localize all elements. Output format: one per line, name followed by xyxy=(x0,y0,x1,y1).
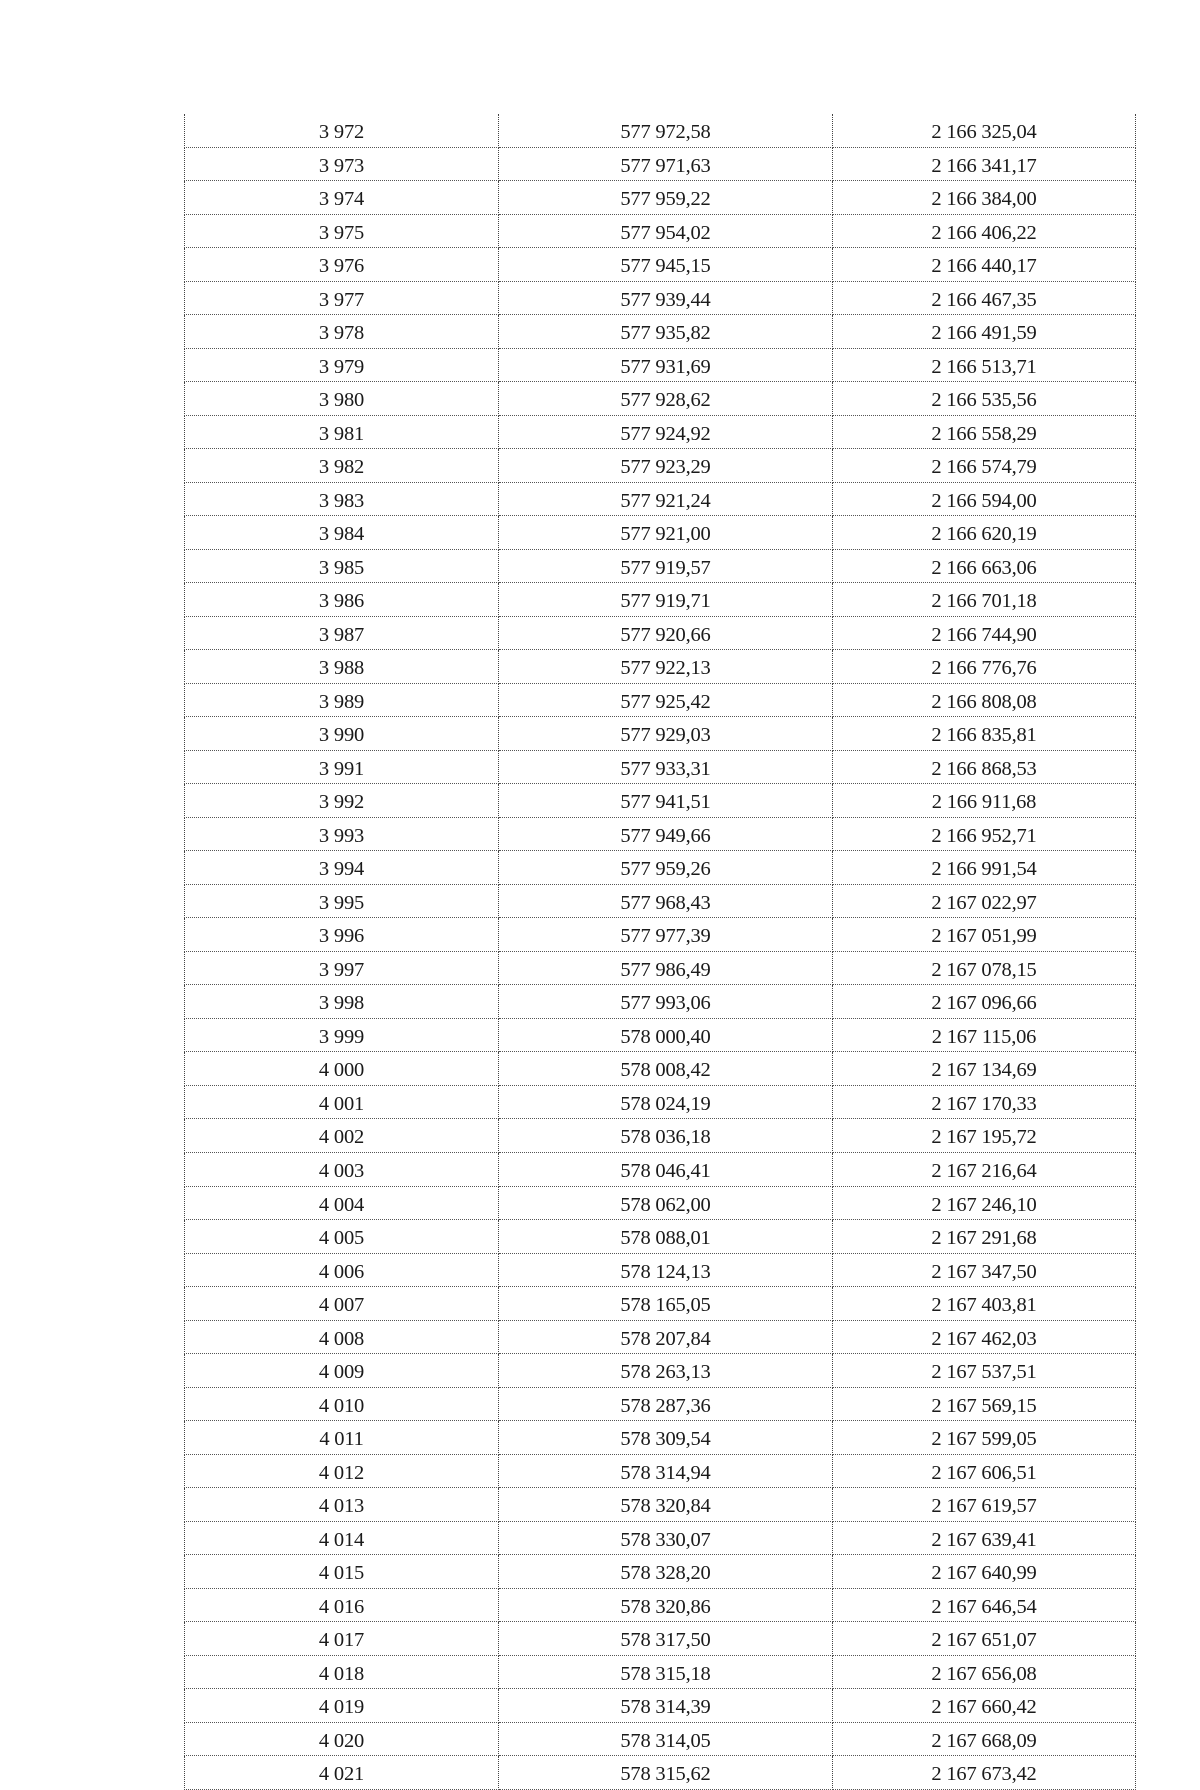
y-coordinate-cell: 2 167 078,15 xyxy=(833,951,1136,985)
point-number-cell: 4 002 xyxy=(185,1119,499,1153)
coordinates-table-body xyxy=(185,114,1136,1789)
table-row xyxy=(185,1756,1136,1790)
x-coordinate-cell: 578 320,84 xyxy=(499,1488,833,1522)
x-coordinate-cell: 577 935,82 xyxy=(499,315,833,349)
y-coordinate-cell: 2 167 347,50 xyxy=(833,1253,1136,1287)
x-coordinate-cell: 577 921,24 xyxy=(499,482,833,516)
point-number-cell: 3 981 xyxy=(185,415,499,449)
table-row xyxy=(185,549,1136,583)
point-number-cell: 4 018 xyxy=(185,1655,499,1689)
y-coordinate-cell: 2 166 491,59 xyxy=(833,315,1136,349)
y-coordinate-cell: 2 167 170,33 xyxy=(833,1085,1136,1119)
point-number-cell: 4 003 xyxy=(185,1152,499,1186)
x-coordinate-cell: 578 062,00 xyxy=(499,1186,833,1220)
table-row xyxy=(185,147,1136,181)
table-row xyxy=(185,784,1136,818)
point-number-cell: 3 997 xyxy=(185,951,499,985)
x-coordinate-cell: 577 971,63 xyxy=(499,147,833,181)
x-coordinate-cell: 577 929,03 xyxy=(499,717,833,751)
point-number-cell: 3 972 xyxy=(185,114,499,147)
x-coordinate-cell: 577 986,49 xyxy=(499,951,833,985)
x-coordinate-cell: 578 008,42 xyxy=(499,1052,833,1086)
table-row xyxy=(185,918,1136,952)
x-coordinate-cell: 578 207,84 xyxy=(499,1320,833,1354)
point-number-cell: 3 996 xyxy=(185,918,499,952)
y-coordinate-cell: 2 167 660,42 xyxy=(833,1689,1136,1723)
point-number-cell: 4 016 xyxy=(185,1588,499,1622)
y-coordinate-cell: 2 166 808,08 xyxy=(833,683,1136,717)
x-coordinate-cell: 577 968,43 xyxy=(499,884,833,918)
y-coordinate-cell: 2 167 639,41 xyxy=(833,1521,1136,1555)
point-number-cell: 3 989 xyxy=(185,683,499,717)
table-row xyxy=(185,1085,1136,1119)
table-row xyxy=(185,1454,1136,1488)
point-number-cell: 3 993 xyxy=(185,817,499,851)
point-number-cell: 3 983 xyxy=(185,482,499,516)
x-coordinate-cell: 577 922,13 xyxy=(499,650,833,684)
x-coordinate-cell: 577 933,31 xyxy=(499,750,833,784)
point-number-cell: 3 999 xyxy=(185,1018,499,1052)
y-coordinate-cell: 2 166 620,19 xyxy=(833,516,1136,550)
y-coordinate-cell: 2 166 513,71 xyxy=(833,348,1136,382)
point-number-cell: 4 019 xyxy=(185,1689,499,1723)
y-coordinate-cell: 2 167 599,05 xyxy=(833,1421,1136,1455)
x-coordinate-cell: 578 314,39 xyxy=(499,1689,833,1723)
point-number-cell: 4 017 xyxy=(185,1622,499,1656)
y-coordinate-cell: 2 166 776,76 xyxy=(833,650,1136,684)
point-number-cell: 3 974 xyxy=(185,181,499,215)
x-coordinate-cell: 577 954,02 xyxy=(499,214,833,248)
y-coordinate-cell: 2 167 246,10 xyxy=(833,1186,1136,1220)
point-number-cell: 4 008 xyxy=(185,1320,499,1354)
x-coordinate-cell: 577 919,71 xyxy=(499,583,833,617)
point-number-cell: 3 988 xyxy=(185,650,499,684)
y-coordinate-cell: 2 166 574,79 xyxy=(833,449,1136,483)
point-number-cell: 3 990 xyxy=(185,717,499,751)
point-number-cell: 4 011 xyxy=(185,1421,499,1455)
x-coordinate-cell: 578 088,01 xyxy=(499,1220,833,1254)
table-row xyxy=(185,1119,1136,1153)
point-number-cell: 3 973 xyxy=(185,147,499,181)
x-coordinate-cell: 577 945,15 xyxy=(499,248,833,282)
y-coordinate-cell: 2 167 134,69 xyxy=(833,1052,1136,1086)
point-number-cell: 4 006 xyxy=(185,1253,499,1287)
point-number-cell: 4 020 xyxy=(185,1722,499,1756)
y-coordinate-cell: 2 166 663,06 xyxy=(833,549,1136,583)
y-coordinate-cell: 2 166 406,22 xyxy=(833,214,1136,248)
y-coordinate-cell: 2 166 594,00 xyxy=(833,482,1136,516)
point-number-cell: 3 992 xyxy=(185,784,499,818)
x-coordinate-cell: 578 309,54 xyxy=(499,1421,833,1455)
table-row xyxy=(185,415,1136,449)
point-number-cell: 4 000 xyxy=(185,1052,499,1086)
table-row xyxy=(185,817,1136,851)
x-coordinate-cell: 578 046,41 xyxy=(499,1152,833,1186)
y-coordinate-cell: 2 166 325,04 xyxy=(833,114,1136,147)
point-number-cell: 3 975 xyxy=(185,214,499,248)
x-coordinate-cell: 577 919,57 xyxy=(499,549,833,583)
point-number-cell: 4 007 xyxy=(185,1287,499,1321)
point-number-cell: 3 985 xyxy=(185,549,499,583)
y-coordinate-cell: 2 167 216,64 xyxy=(833,1152,1136,1186)
y-coordinate-cell: 2 166 341,17 xyxy=(833,147,1136,181)
y-coordinate-cell: 2 167 291,68 xyxy=(833,1220,1136,1254)
table-row xyxy=(185,114,1136,147)
point-number-cell: 3 979 xyxy=(185,348,499,382)
y-coordinate-cell: 2 166 868,53 xyxy=(833,750,1136,784)
table-row xyxy=(185,1220,1136,1254)
y-coordinate-cell: 2 167 640,99 xyxy=(833,1555,1136,1589)
table-row xyxy=(185,348,1136,382)
y-coordinate-cell: 2 167 656,08 xyxy=(833,1655,1136,1689)
point-number-cell: 3 986 xyxy=(185,583,499,617)
table-row xyxy=(185,616,1136,650)
point-number-cell: 4 001 xyxy=(185,1085,499,1119)
point-number-cell: 3 976 xyxy=(185,248,499,282)
table-row xyxy=(185,1186,1136,1220)
table-row xyxy=(185,1722,1136,1756)
y-coordinate-cell: 2 166 701,18 xyxy=(833,583,1136,617)
x-coordinate-cell: 577 920,66 xyxy=(499,616,833,650)
table-row xyxy=(185,315,1136,349)
table-row xyxy=(185,214,1136,248)
table-row xyxy=(185,1354,1136,1388)
point-number-cell: 3 984 xyxy=(185,516,499,550)
point-number-cell: 4 021 xyxy=(185,1756,499,1790)
y-coordinate-cell: 2 166 467,35 xyxy=(833,281,1136,315)
table-row xyxy=(185,281,1136,315)
x-coordinate-cell: 577 993,06 xyxy=(499,985,833,1019)
x-coordinate-cell: 577 939,44 xyxy=(499,281,833,315)
table-row xyxy=(185,985,1136,1019)
y-coordinate-cell: 2 167 115,06 xyxy=(833,1018,1136,1052)
point-number-cell: 4 009 xyxy=(185,1354,499,1388)
y-coordinate-cell: 2 166 991,54 xyxy=(833,851,1136,885)
point-number-cell: 4 013 xyxy=(185,1488,499,1522)
y-coordinate-cell: 2 166 558,29 xyxy=(833,415,1136,449)
x-coordinate-cell: 577 924,92 xyxy=(499,415,833,449)
y-coordinate-cell: 2 167 462,03 xyxy=(833,1320,1136,1354)
table-row xyxy=(185,583,1136,617)
table-row xyxy=(185,884,1136,918)
table-row xyxy=(185,1052,1136,1086)
x-coordinate-cell: 577 923,29 xyxy=(499,449,833,483)
y-coordinate-cell: 2 167 668,09 xyxy=(833,1722,1136,1756)
x-coordinate-cell: 577 959,22 xyxy=(499,181,833,215)
x-coordinate-cell: 578 024,19 xyxy=(499,1085,833,1119)
table-row xyxy=(185,650,1136,684)
y-coordinate-cell: 2 167 569,15 xyxy=(833,1387,1136,1421)
y-coordinate-cell: 2 167 646,54 xyxy=(833,1588,1136,1622)
point-number-cell: 3 978 xyxy=(185,315,499,349)
table-row xyxy=(185,181,1136,215)
table-row xyxy=(185,717,1136,751)
point-number-cell: 3 991 xyxy=(185,750,499,784)
y-coordinate-cell: 2 167 651,07 xyxy=(833,1622,1136,1656)
point-number-cell: 3 977 xyxy=(185,281,499,315)
point-number-cell: 3 980 xyxy=(185,382,499,416)
y-coordinate-cell: 2 167 022,97 xyxy=(833,884,1136,918)
point-number-cell: 4 010 xyxy=(185,1387,499,1421)
table-row xyxy=(185,482,1136,516)
y-coordinate-cell: 2 167 537,51 xyxy=(833,1354,1136,1388)
y-coordinate-cell: 2 167 195,72 xyxy=(833,1119,1136,1153)
y-coordinate-cell: 2 167 051,99 xyxy=(833,918,1136,952)
x-coordinate-cell: 577 972,58 xyxy=(499,114,833,147)
point-number-cell: 3 982 xyxy=(185,449,499,483)
table-row xyxy=(185,1018,1136,1052)
x-coordinate-cell: 577 977,39 xyxy=(499,918,833,952)
x-coordinate-cell: 578 287,36 xyxy=(499,1387,833,1421)
point-number-cell: 4 014 xyxy=(185,1521,499,1555)
table-row xyxy=(185,1588,1136,1622)
x-coordinate-cell: 577 941,51 xyxy=(499,784,833,818)
table-row xyxy=(185,1555,1136,1589)
y-coordinate-cell: 2 166 535,56 xyxy=(833,382,1136,416)
table-row xyxy=(185,851,1136,885)
x-coordinate-cell: 578 315,62 xyxy=(499,1756,833,1790)
y-coordinate-cell: 2 167 403,81 xyxy=(833,1287,1136,1321)
point-number-cell: 3 998 xyxy=(185,985,499,1019)
x-coordinate-cell: 578 317,50 xyxy=(499,1622,833,1656)
x-coordinate-cell: 578 263,13 xyxy=(499,1354,833,1388)
x-coordinate-cell: 577 928,62 xyxy=(499,382,833,416)
x-coordinate-cell: 578 320,86 xyxy=(499,1588,833,1622)
y-coordinate-cell: 2 166 835,81 xyxy=(833,717,1136,751)
x-coordinate-cell: 578 124,13 xyxy=(499,1253,833,1287)
x-coordinate-cell: 577 931,69 xyxy=(499,348,833,382)
table-row xyxy=(185,951,1136,985)
x-coordinate-cell: 578 314,05 xyxy=(499,1722,833,1756)
table-row xyxy=(185,1488,1136,1522)
y-coordinate-cell: 2 166 384,00 xyxy=(833,181,1136,215)
table-row xyxy=(185,1655,1136,1689)
y-coordinate-cell: 2 166 440,17 xyxy=(833,248,1136,282)
table-row xyxy=(185,449,1136,483)
table-row xyxy=(185,1421,1136,1455)
point-number-cell: 3 995 xyxy=(185,884,499,918)
x-coordinate-cell: 578 036,18 xyxy=(499,1119,833,1153)
x-coordinate-cell: 578 000,40 xyxy=(499,1018,833,1052)
y-coordinate-cell: 2 167 619,57 xyxy=(833,1488,1136,1522)
coordinates-table xyxy=(184,114,1136,1790)
x-coordinate-cell: 577 949,66 xyxy=(499,817,833,851)
x-coordinate-cell: 577 959,26 xyxy=(499,851,833,885)
point-number-cell: 3 994 xyxy=(185,851,499,885)
point-number-cell: 4 005 xyxy=(185,1220,499,1254)
x-coordinate-cell: 578 314,94 xyxy=(499,1454,833,1488)
x-coordinate-cell: 577 925,42 xyxy=(499,683,833,717)
y-coordinate-cell: 2 167 096,66 xyxy=(833,985,1136,1019)
table-row xyxy=(185,1253,1136,1287)
y-coordinate-cell: 2 166 952,71 xyxy=(833,817,1136,851)
table-row xyxy=(185,1622,1136,1656)
table-row xyxy=(185,1387,1136,1421)
coordinates-table-container xyxy=(184,114,1135,1790)
x-coordinate-cell: 578 315,18 xyxy=(499,1655,833,1689)
point-number-cell: 4 004 xyxy=(185,1186,499,1220)
point-number-cell: 4 012 xyxy=(185,1454,499,1488)
y-coordinate-cell: 2 167 673,42 xyxy=(833,1756,1136,1790)
table-row xyxy=(185,1689,1136,1723)
table-row xyxy=(185,1152,1136,1186)
table-row xyxy=(185,1521,1136,1555)
table-row xyxy=(185,683,1136,717)
table-row xyxy=(185,1287,1136,1321)
table-row xyxy=(185,750,1136,784)
x-coordinate-cell: 578 330,07 xyxy=(499,1521,833,1555)
point-number-cell: 3 987 xyxy=(185,616,499,650)
x-coordinate-cell: 578 165,05 xyxy=(499,1287,833,1321)
y-coordinate-cell: 2 166 911,68 xyxy=(833,784,1136,818)
table-row xyxy=(185,248,1136,282)
y-coordinate-cell: 2 166 744,90 xyxy=(833,616,1136,650)
x-coordinate-cell: 577 921,00 xyxy=(499,516,833,550)
y-coordinate-cell: 2 167 606,51 xyxy=(833,1454,1136,1488)
table-row xyxy=(185,382,1136,416)
table-row xyxy=(185,516,1136,550)
table-row xyxy=(185,1320,1136,1354)
x-coordinate-cell: 578 328,20 xyxy=(499,1555,833,1589)
point-number-cell: 4 015 xyxy=(185,1555,499,1589)
